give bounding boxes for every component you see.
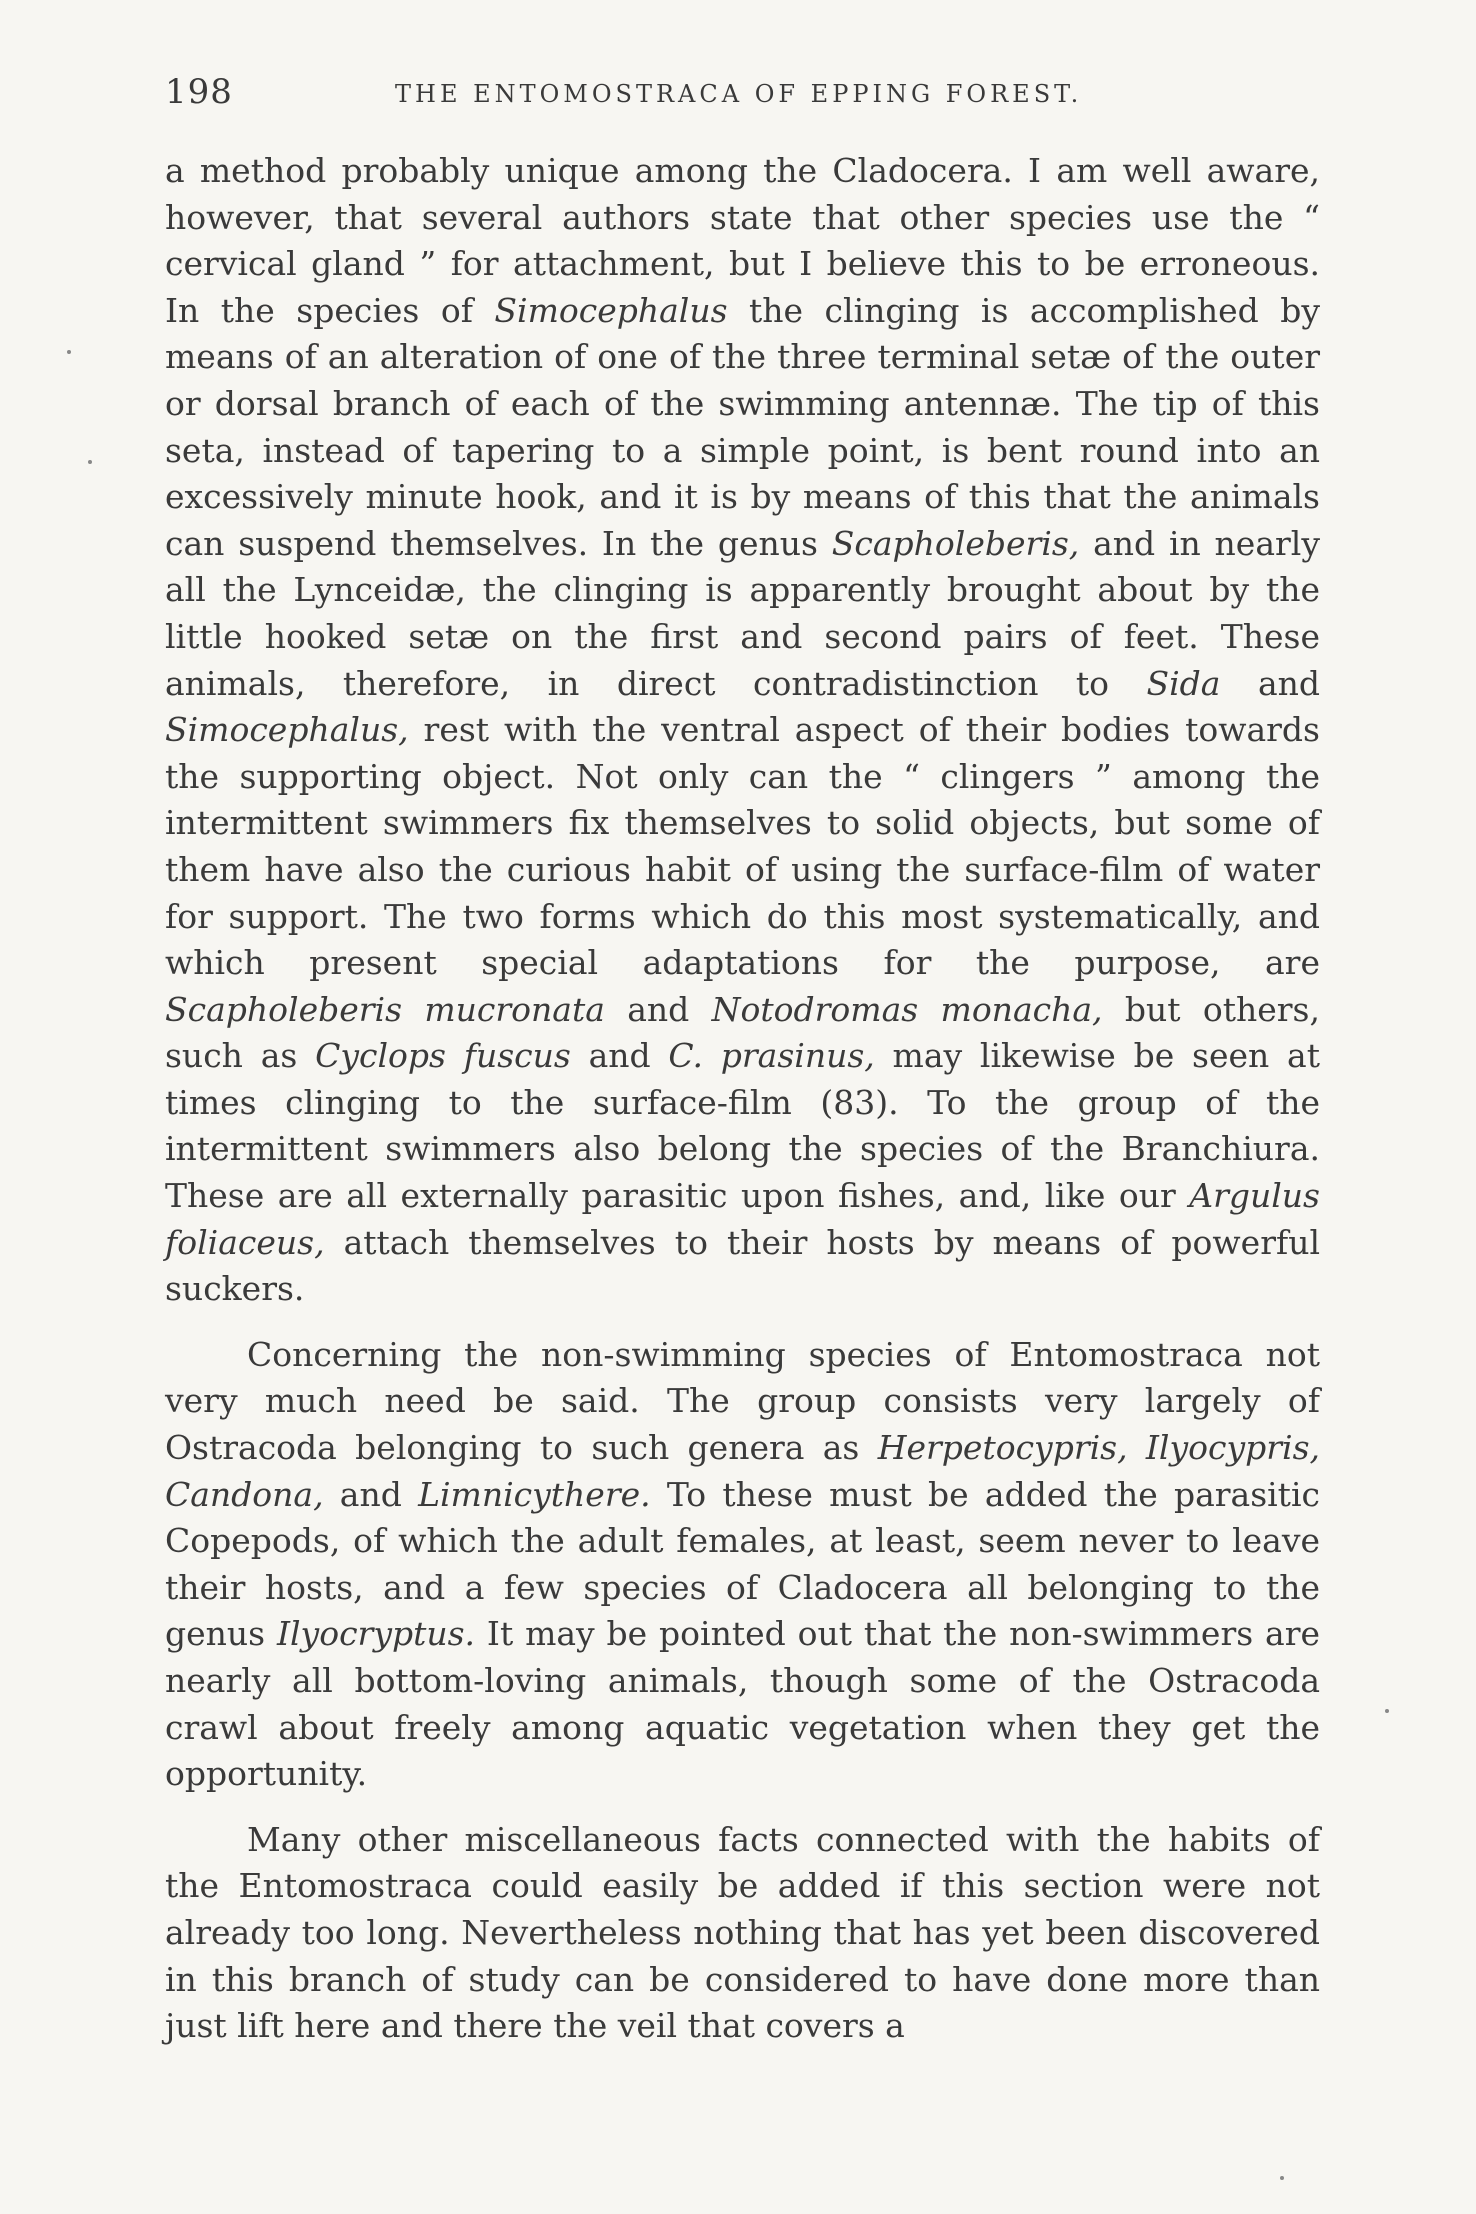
italic-term: Simocephalus (494, 290, 728, 330)
italic-term: Sida (1146, 663, 1221, 703)
page-number: 198 (165, 72, 233, 112)
text-run: and (570, 1036, 669, 1076)
text-run: To these must be added the parasitic Copepods, of which the adult females, at least, seem never to leave their hosts, and a few species of Cladocera all belonging to the genus (165, 1474, 1320, 1654)
text-run: attach themselves to their hosts by means of powerful suckers. (165, 1222, 1320, 1309)
margin-speck (88, 460, 92, 464)
italic-term: Limnicythere. (418, 1474, 651, 1514)
text-run: and (604, 989, 712, 1029)
body-text (165, 148, 1320, 2050)
italic-term: Simocephalus, (165, 710, 409, 750)
italic-term: Argulus foliaceus, (165, 1176, 1320, 1262)
text-run: and (323, 1474, 419, 1514)
running-title: THE ENTOMOSTRACA OF EPPING FOREST. (395, 80, 1083, 108)
text-run: It may be pointed out that the non-swimmers are nearly all bottom-loving animals, though some of the Ostracoda crawl about freely among aquatic vegetation when they get the opportunity. (165, 1614, 1321, 1794)
text-run: may likewise be seen at times clinging to the surface-film (83). To the group of the intermittent swimmers also belong the species of the Branchiura. These are all externally parasitic upon fishes, and, like our (165, 1036, 1320, 1216)
text-run: Many other miscellaneous facts connected with the habits of the Entomostraca could easily be added if this section were not already too long. Nevertheless nothing that has yet been discovered in this branch of study can be considered to have done more than just lift here and there the veil that covers a (165, 1819, 1320, 2046)
margin-speck (67, 350, 71, 354)
text-run: but others, such as (165, 989, 1320, 1076)
paragraph-3 (165, 1817, 1320, 2050)
italic-term: C. prasinus, (668, 1036, 875, 1076)
text-run: and (1220, 663, 1320, 703)
margin-speck (1385, 1709, 1389, 1713)
text-run: Concerning the non-swimming species of Entomostraca not very much need be said. The group consists very largely of Ostracoda belonging to such genera as (165, 1334, 1320, 1468)
italic-term: Notodromas monacha, (711, 989, 1103, 1029)
text-run: the clinging is accomplished by means of an alteration of one of the three terminal setæ of the outer or dorsal branch of each of the swimming antennæ. The tip of this seta, instead of tapering to a simple point, is bent round into an excessively minute hook, and it is by means of this that the animals can suspend themselves. In the genus (165, 290, 1320, 563)
paragraph-1 (165, 148, 1320, 1313)
text-run: a method probably unique among the Cladocera. I am well aware, however, that several authors state that other species use the “ cervical gland ” for attachment, but I believe this to be erroneous. In the species of (165, 151, 1320, 330)
running-head (165, 72, 1320, 122)
paragraph-2 (165, 1332, 1320, 1798)
text-run: rest with the ventral aspect of their bodies towards the supporting object. Not only can the “ clingers ” among the intermittent swimmers fix themselves to solid objects, but some of them have also the curious habit of using the surface-film of water for support. The two forms which do this most systematically, and which present special adaptations for the purpose, are (165, 710, 1320, 983)
text-run: and in nearly all the Lynceidæ, the clinging is apparently brought about by the little hooked setæ on the first and second pairs of feet. These animals, therefore, in direct contradistinction to (165, 523, 1320, 703)
italic-term: Scapholeberis mucronata (165, 989, 605, 1029)
italic-term: Herpetocypris, Ilyocypris, Candona, (165, 1428, 1320, 1514)
italic-term: Cyclops fuscus (315, 1036, 571, 1076)
italic-term: Ilyocryptus. (276, 1614, 476, 1654)
margin-speck (1280, 2176, 1284, 2180)
italic-term: Scapholeberis, (831, 523, 1080, 563)
